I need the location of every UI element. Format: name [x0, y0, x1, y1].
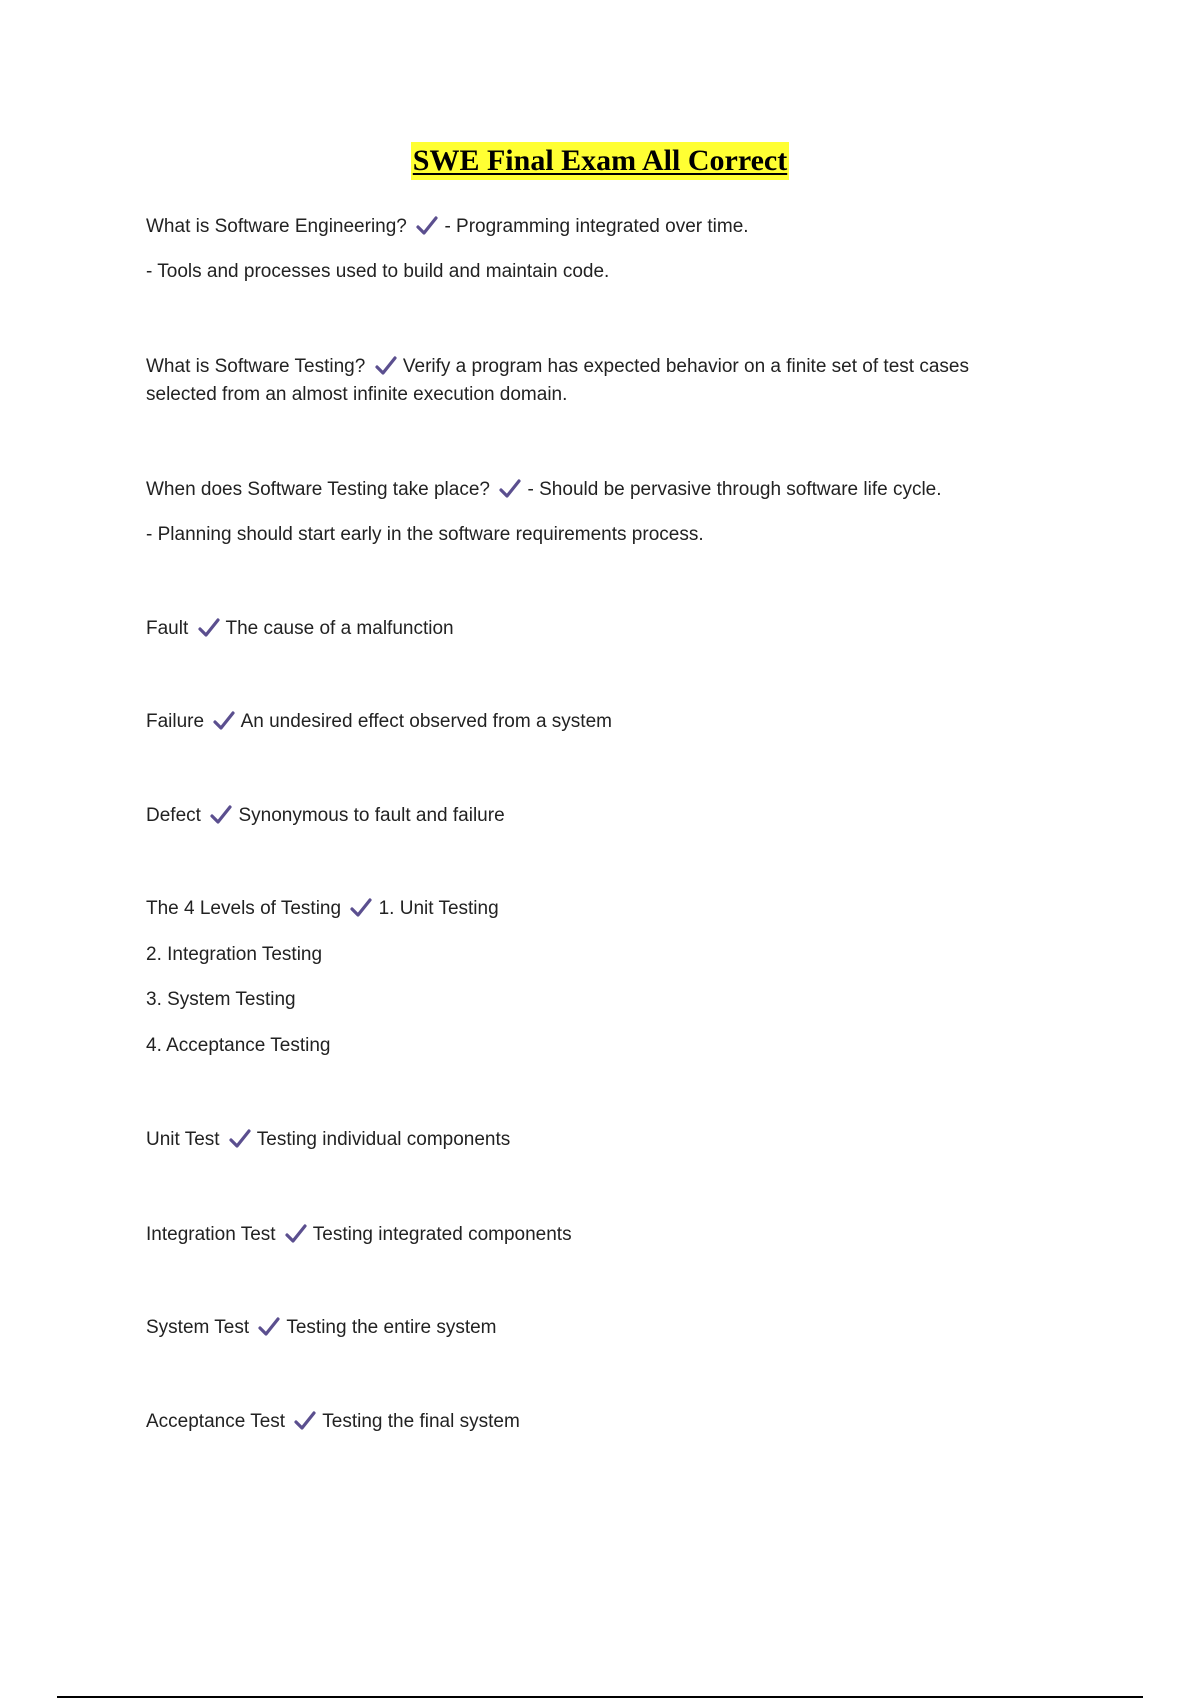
qa-answer: Testing individual components — [256, 1129, 511, 1150]
check-mark-icon — [294, 1411, 316, 1431]
qa-item-levels-of-testing — [146, 895, 499, 923]
qa-answer: Synonymous to fault and failure — [238, 805, 505, 826]
qa-term: When does Software Testing take place? — [146, 479, 490, 500]
qa-term: Acceptance Test — [146, 1411, 286, 1432]
page-title — [0, 143, 1200, 176]
check-mark-icon — [198, 618, 220, 638]
check-mark-icon — [375, 356, 397, 376]
check-mark-icon — [210, 805, 232, 825]
qa-term: Defect — [146, 805, 201, 826]
qa-answer: Verify a program has expected behavior on a finite set of test cases — [402, 356, 969, 377]
check-mark-icon — [258, 1317, 280, 1337]
check-mark-icon — [285, 1224, 307, 1244]
qa-extra-line: 3. System Testing — [146, 989, 296, 1010]
qa-item-fault — [146, 615, 454, 643]
qa-item-integration-test — [146, 1221, 572, 1249]
qa-term: The 4 Levels of Testing — [146, 898, 342, 919]
check-mark-icon — [229, 1129, 251, 1149]
qa-term: Unit Test — [146, 1129, 220, 1150]
qa-item-defect — [146, 802, 505, 830]
qa-answer: Testing integrated components — [312, 1224, 572, 1245]
qa-extra-line: - Tools and processes used to build and maintain code. — [146, 261, 610, 282]
qa-answer: - Programming integrated over time. — [444, 216, 749, 237]
check-mark-icon — [416, 216, 438, 236]
check-mark-icon — [499, 479, 521, 499]
qa-item-unit-test — [146, 1126, 510, 1154]
qa-answer: The cause of a malfunction — [225, 618, 454, 639]
qa-term: Failure — [146, 711, 205, 732]
qa-term: What is Software Engineering? — [146, 216, 407, 237]
qa-extra-line: - Planning should start early in the software requirements process. — [146, 524, 704, 545]
qa-item-acceptance-test — [146, 1408, 520, 1436]
qa-extra-line: 2. Integration Testing — [146, 944, 323, 965]
qa-item-software-testing — [146, 353, 969, 381]
qa-answer: Testing the final system — [322, 1411, 520, 1432]
check-mark-icon — [350, 898, 372, 918]
qa-item-software-engineering — [146, 213, 749, 241]
qa-term: Integration Test — [146, 1224, 276, 1245]
qa-term: System Test — [146, 1317, 250, 1338]
qa-term: What is Software Testing? — [146, 356, 366, 377]
page-title-text: SWE Final Exam All Correct — [411, 142, 789, 180]
qa-answer: Testing the entire system — [286, 1317, 497, 1338]
qa-extra-line: selected from an almost infinite execution domain. — [146, 384, 568, 405]
qa-item-when-testing — [146, 476, 942, 504]
qa-answer: - Should be pervasive through software life cycle. — [527, 479, 942, 500]
qa-item-failure — [146, 708, 612, 736]
qa-answer: 1. Unit Testing — [378, 898, 499, 919]
qa-item-system-test — [146, 1314, 497, 1342]
qa-extra-line: 4. Acceptance Testing — [146, 1035, 331, 1056]
qa-term: Fault — [146, 618, 189, 639]
qa-answer: An undesired effect observed from a system — [240, 711, 612, 732]
check-mark-icon — [213, 711, 235, 731]
footer-rule — [57, 1696, 1143, 1698]
